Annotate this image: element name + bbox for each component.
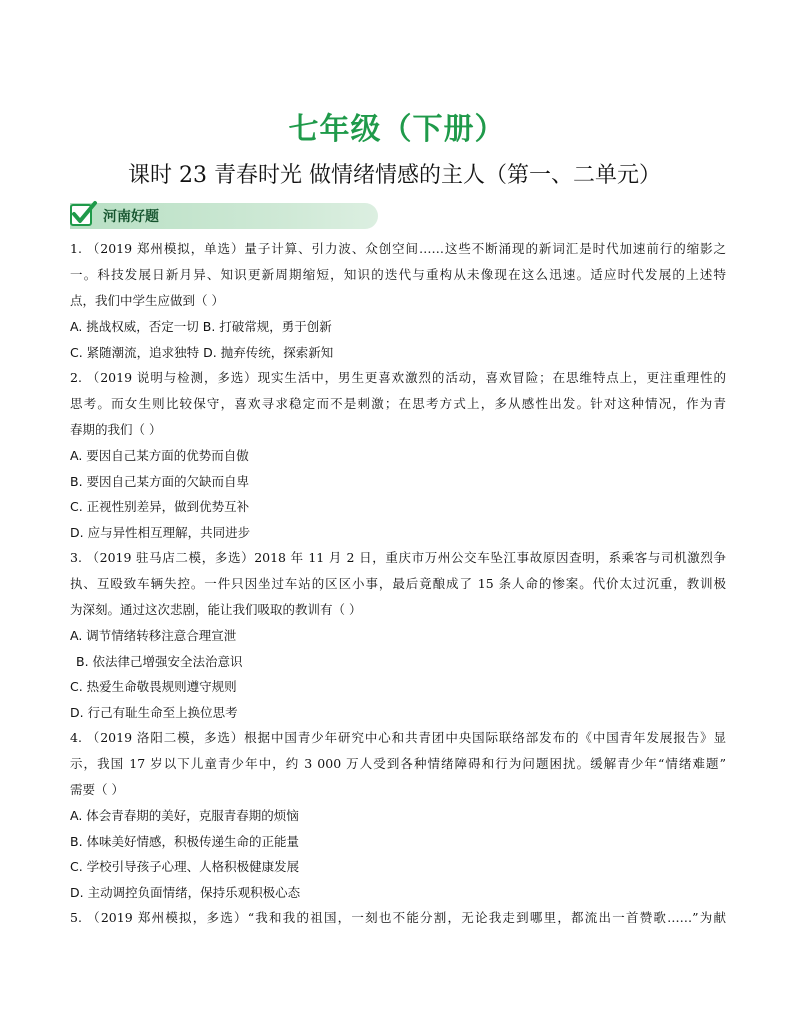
answer-option: D. 行己有耻生命至上换位思考 xyxy=(70,704,238,720)
answer-option: D. 主动调控负面情绪，保持乐观积极心态 xyxy=(70,884,301,900)
question-4 xyxy=(70,725,726,905)
lesson-title: 课时 23 青春时光 做情绪情感的主人（第一、二单元） xyxy=(128,163,661,188)
question-stem-line: 示，我国 17 岁以下儿童青少年中，约 3 000 万人受到各种情绪障碍和行为问题困扰。缓解青少年“情绪难题” xyxy=(70,756,726,771)
question-5 xyxy=(70,905,726,931)
question-stem-line: 5. （2019 郑州模拟，多选）“我和我的祖国，一刻也不能分割，无论我走到哪里，都流出一首赞歌……”为献 xyxy=(70,910,726,925)
question-stem-line: 2. （2019 说明与检测，多选）现实生活中，男生更喜欢激烈的活动，喜欢冒险；在思维特点上，更注重理性的 xyxy=(70,370,726,385)
answer-option: B. 依法律己增强安全法治意识 xyxy=(76,653,243,669)
question-stem-line: 思考。而女生则比较保守，喜欢寻求稳定而不是刺激；在思考方式上，多从感性出发。针对这种情况，作为青 xyxy=(70,396,726,411)
question-stem-line: 4. （2019 洛阳二模，多选）根据中国青少年研究中心和共青团中央国际联络部发布的《中国青年发展报告》显 xyxy=(70,730,726,745)
grade-title: 七年级（下册） xyxy=(288,112,506,147)
section-label: 河南好题 xyxy=(103,209,159,225)
question-3 xyxy=(70,545,726,725)
question-1 xyxy=(70,236,726,365)
question-stem-line: 1. （2019 郑州模拟，单选）量子计算、引力波、众创空间……这些不断涌现的新词汇是时代加速前行的缩影之 xyxy=(70,241,726,256)
question-stem-line: 点，我们中学生应做到（ ） xyxy=(70,293,224,308)
question-2 xyxy=(70,365,726,545)
answer-option: C. 热爱生命敬畏规则遵守规则 xyxy=(70,679,237,694)
question-stem-line: 为深刻。通过这次悲剧，能让我们吸取的教训有（ ） xyxy=(70,602,362,617)
answer-option: C. 紧随潮流，追求独特 D. 抛弃传统，探索新知 xyxy=(70,344,334,360)
question-stem-line: 3. （2019 驻马店二模，多选）2018 年 11 月 2 日，重庆市万州公交车坠江事故原因查明，系乘客与司机激烈争 xyxy=(70,550,726,565)
answer-option: C. 学校引导孩子心理、人格积极健康发展 xyxy=(70,859,300,874)
question-stem-line: 需要（ ） xyxy=(70,782,124,797)
answer-option: B. 体味美好情感，积极传递生命的正能量 xyxy=(70,833,300,849)
answer-option: A. 调节情绪转移注意合理宣泄 xyxy=(70,628,237,643)
checkmark-icon xyxy=(68,199,98,229)
answer-option: A. 体会青春期的美好，克服青春期的烦恼 xyxy=(70,808,299,823)
question-stem-line: 一。科技发展日新月异、知识更新周期缩短，知识的迭代与重构从未像现在这么迅速。适应时代发展的上述特 xyxy=(70,267,726,282)
answer-option: A. 要因自己某方面的优势而自傲 xyxy=(70,448,249,463)
answer-option: A. 挑战权威，否定一切 B. 打破常规，勇于创新 xyxy=(70,319,332,334)
question-stem-line: 执、互殴致车辆失控。一件只因坐过车站的区区小事，最后竟酿成了 15 条人命的惨案。代价太过沉重，教训极 xyxy=(70,576,726,591)
question-list xyxy=(70,236,726,931)
answer-option: D. 应与异性相互理解，共同进步 xyxy=(70,524,251,540)
question-stem-line: 春期的我们（ ） xyxy=(70,422,162,437)
answer-option: C. 正视性别差异，做到优势互补 xyxy=(70,499,250,514)
answer-option: B. 要因自己某方面的欠缺而自卑 xyxy=(70,473,250,489)
